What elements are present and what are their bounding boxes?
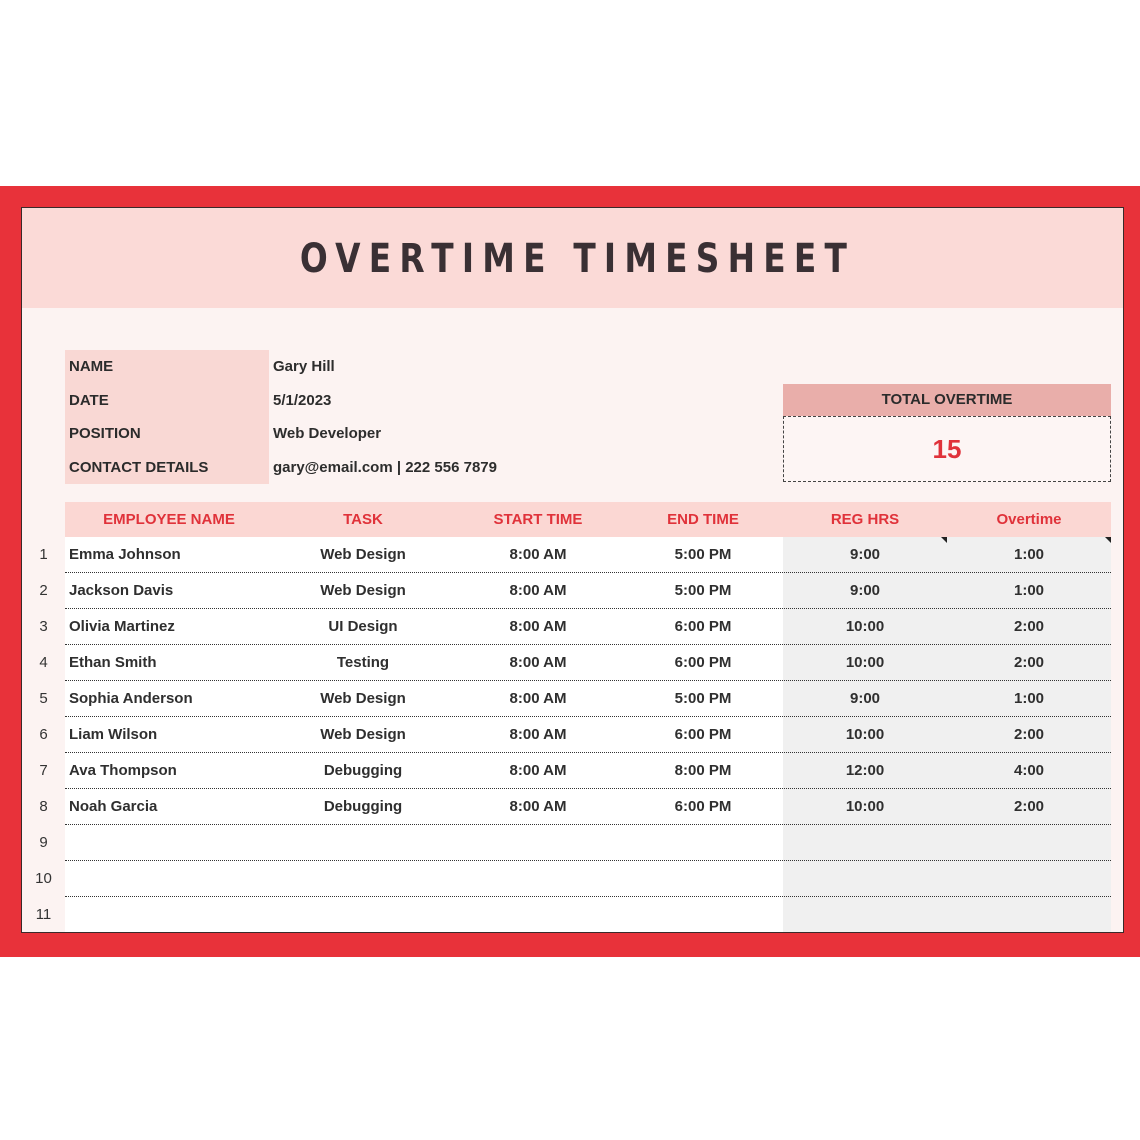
reg-hrs-cell[interactable] — [783, 825, 947, 861]
timesheet — [21, 207, 1124, 933]
employee-name-cell[interactable]: Jackson Davis — [69, 582, 174, 599]
reg-hrs-cell[interactable]: 10:00 — [845, 726, 885, 743]
overtime-cell[interactable]: 1:00 — [1013, 546, 1045, 563]
overtime-cell[interactable]: 2:00 — [1013, 798, 1045, 815]
row-number: 3 — [39, 618, 48, 635]
table-row[interactable] — [65, 825, 1111, 861]
start-time-cell[interactable]: 8:00 AM — [509, 546, 567, 563]
name-label: NAME — [69, 358, 114, 375]
table-row[interactable] — [65, 609, 1111, 645]
end-time-cell[interactable]: 5:00 PM — [674, 690, 732, 707]
task-cell[interactable]: Debugging — [323, 798, 403, 815]
start-time-cell[interactable] — [453, 861, 623, 897]
reg-hrs-cell[interactable]: 10:00 — [845, 618, 885, 635]
reg-hrs-cell[interactable]: 12:00 — [845, 762, 885, 779]
overtime-cell[interactable]: 2:00 — [1013, 618, 1045, 635]
reg-hrs-cell[interactable] — [783, 861, 947, 897]
table-row[interactable] — [65, 789, 1111, 825]
start-time-cell[interactable]: 8:00 AM — [509, 690, 567, 707]
total-overtime-label: TOTAL OVERTIME — [783, 384, 1111, 416]
reg-hrs-cell[interactable]: 10:00 — [845, 654, 885, 671]
table-row[interactable] — [65, 753, 1111, 789]
table-row[interactable] — [65, 861, 1111, 897]
table-row[interactable] — [65, 645, 1111, 681]
row-number: 4 — [39, 654, 48, 671]
overtime-cell[interactable]: 2:00 — [1013, 726, 1045, 743]
header-end-time[interactable]: END TIME — [667, 511, 739, 528]
start-time-cell[interactable]: 8:00 AM — [509, 582, 567, 599]
employee-name-cell[interactable]: Liam Wilson — [69, 726, 158, 743]
end-time-cell[interactable]: 5:00 PM — [674, 582, 732, 599]
contact-label: CONTACT DETAILS — [69, 459, 209, 476]
row-number: 8 — [39, 798, 48, 815]
overtime-cell[interactable]: 1:00 — [1013, 690, 1045, 707]
table-row[interactable] — [65, 717, 1111, 753]
row-number: 6 — [39, 726, 48, 743]
reg-hrs-cell[interactable]: 9:00 — [849, 546, 881, 563]
overtime-cell[interactable] — [947, 861, 1111, 897]
position-label: POSITION — [69, 425, 141, 442]
task-cell[interactable]: UI Design — [328, 618, 398, 635]
reg-hrs-cell[interactable] — [783, 897, 947, 933]
employee-name-cell[interactable]: Noah Garcia — [69, 798, 158, 815]
row-number: 7 — [39, 762, 48, 779]
employee-name-cell[interactable]: Emma Johnson — [69, 546, 181, 563]
task-cell[interactable]: Debugging — [323, 762, 403, 779]
start-time-cell[interactable]: 8:00 AM — [509, 654, 567, 671]
task-cell[interactable]: Web Design — [320, 546, 406, 563]
row-divider — [65, 932, 1111, 933]
employee-name-cell[interactable]: Ethan Smith — [69, 654, 157, 671]
header-employee-name[interactable]: EMPLOYEE NAME — [103, 511, 235, 528]
employee-name-cell[interactable]: Sophia Anderson — [69, 690, 193, 707]
contact-value[interactable]: gary@email.com | 222 556 7879 — [273, 459, 497, 476]
start-time-cell[interactable]: 8:00 AM — [509, 726, 567, 743]
overtime-cell[interactable]: 1:00 — [1013, 582, 1045, 599]
end-time-cell[interactable] — [623, 897, 783, 933]
header-reg-hrs[interactable]: REG HRS — [830, 511, 900, 528]
start-time-cell[interactable] — [453, 897, 623, 933]
row-number: 10 — [35, 870, 52, 887]
end-time-cell[interactable] — [623, 861, 783, 897]
row-number: 2 — [39, 582, 48, 599]
header-start-time[interactable]: START TIME — [493, 511, 583, 528]
end-time-cell[interactable] — [623, 825, 783, 861]
table-row[interactable] — [65, 897, 1111, 933]
task-cell[interactable]: Web Design — [320, 690, 406, 707]
overtime-cell[interactable]: 2:00 — [1013, 654, 1045, 671]
task-cell[interactable] — [273, 897, 453, 933]
task-cell[interactable] — [273, 825, 453, 861]
start-time-cell[interactable] — [453, 825, 623, 861]
start-time-cell[interactable]: 8:00 AM — [509, 762, 567, 779]
position-value[interactable]: Web Developer — [273, 425, 382, 442]
start-time-cell[interactable]: 8:00 AM — [509, 798, 567, 815]
task-cell[interactable]: Testing — [336, 654, 390, 671]
cell-note-indicator-icon[interactable] — [1105, 537, 1111, 543]
end-time-cell[interactable]: 6:00 PM — [674, 618, 732, 635]
row-number: 9 — [39, 834, 48, 851]
employee-name-cell[interactable]: Olivia Martinez — [69, 618, 175, 635]
name-value[interactable]: Gary Hill — [273, 358, 335, 375]
date-label: DATE — [69, 392, 109, 409]
table-row[interactable] — [65, 573, 1111, 609]
task-cell[interactable]: Web Design — [320, 582, 406, 599]
table-header — [65, 502, 1111, 537]
header-task[interactable]: TASK — [343, 511, 383, 528]
end-time-cell[interactable]: 6:00 PM — [674, 798, 732, 815]
overtime-cell[interactable]: 4:00 — [1013, 762, 1045, 779]
end-time-cell[interactable]: 6:00 PM — [674, 726, 732, 743]
page-title: OVERTIME TIMESHEET — [299, 236, 856, 282]
cell-note-indicator-icon[interactable] — [941, 537, 947, 543]
total-overtime-value[interactable]: 15 — [783, 416, 1111, 482]
reg-hrs-cell[interactable]: 9:00 — [849, 690, 881, 707]
reg-hrs-cell[interactable]: 10:00 — [845, 798, 885, 815]
overtime-cell[interactable] — [947, 897, 1111, 933]
row-number: 5 — [39, 690, 48, 707]
row-number: 1 — [39, 546, 48, 563]
end-time-cell[interactable]: 5:00 PM — [674, 546, 732, 563]
overtime-cell[interactable] — [947, 825, 1111, 861]
title-band — [22, 208, 1123, 308]
employee-name-cell[interactable]: Ava Thompson — [69, 762, 177, 779]
date-value[interactable]: 5/1/2023 — [273, 392, 332, 409]
table-row[interactable] — [65, 681, 1111, 717]
task-cell[interactable] — [273, 861, 453, 897]
reg-hrs-cell[interactable]: 9:00 — [849, 582, 881, 599]
header-overtime[interactable]: Overtime — [996, 511, 1062, 528]
table-row[interactable] — [65, 537, 1111, 573]
end-time-cell[interactable]: 6:00 PM — [674, 654, 732, 671]
start-time-cell[interactable]: 8:00 AM — [509, 618, 567, 635]
task-cell[interactable]: Web Design — [320, 726, 406, 743]
row-number: 11 — [35, 906, 52, 923]
total-overtime-box — [783, 384, 1111, 485]
end-time-cell[interactable]: 8:00 PM — [674, 762, 732, 779]
